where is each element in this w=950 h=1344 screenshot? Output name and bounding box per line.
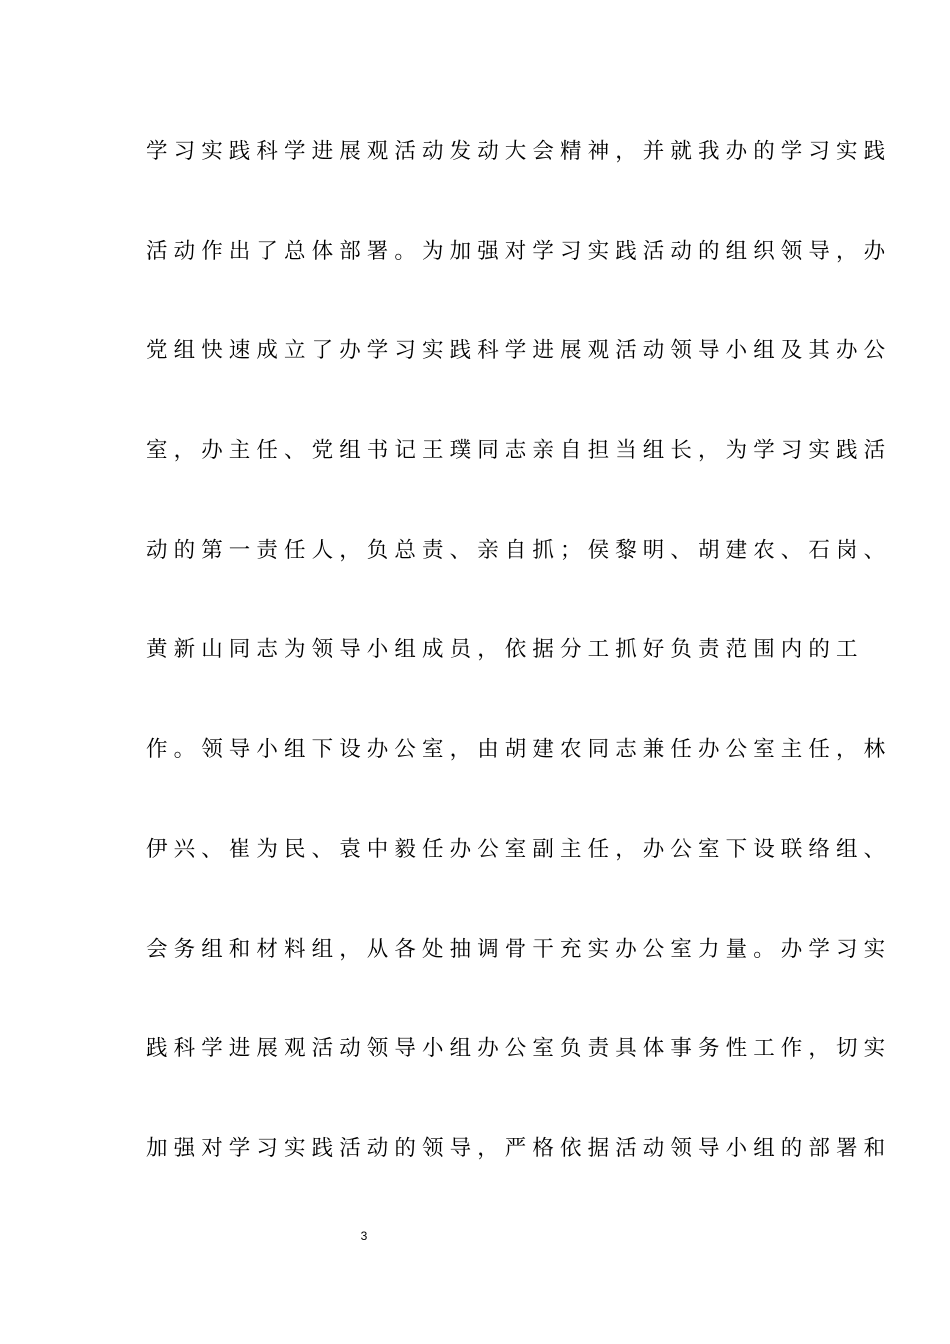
text-line-3: 党组快速成立了办学习实践科学进展观活动领导小组及其办公	[146, 338, 892, 364]
text-line-8: 伊兴、崔为民、袁中毅任办公室副主任，办公室下设联络组、	[146, 836, 892, 862]
text-line-4: 室，办主任、党组书记王璞同志亲自担当组长，为学习实践活	[146, 438, 892, 464]
text-line-9: 会务组和材料组，从各处抽调骨干充实办公室力量。办学习实	[146, 936, 892, 962]
text-line-6: 黄新山同志为领导小组成员，依据分工抓好负责范围内的工	[146, 637, 864, 663]
text-line-5: 动的第一责任人，负总责、亲自抓；侯黎明、胡建农、石岗、	[146, 537, 892, 563]
text-line-7: 作。领导小组下设办公室，由胡建农同志兼任办公室主任，林	[146, 737, 892, 763]
text-line-10: 践科学进展观活动领导小组办公室负责具体事务性工作，切实	[146, 1036, 892, 1062]
text-line-2: 活动作出了总体部署。为加强对学习实践活动的组织领导，办	[146, 238, 892, 264]
page-number: 3	[360, 1229, 368, 1243]
body-text	[146, 130, 892, 1227]
text-line-1: 学习实践科学进展观活动发动大会精神，并就我办的学习实践	[146, 139, 892, 164]
text-line-11: 加强对学习实践活动的领导，严格依据活动领导小组的部署和	[146, 1135, 892, 1161]
